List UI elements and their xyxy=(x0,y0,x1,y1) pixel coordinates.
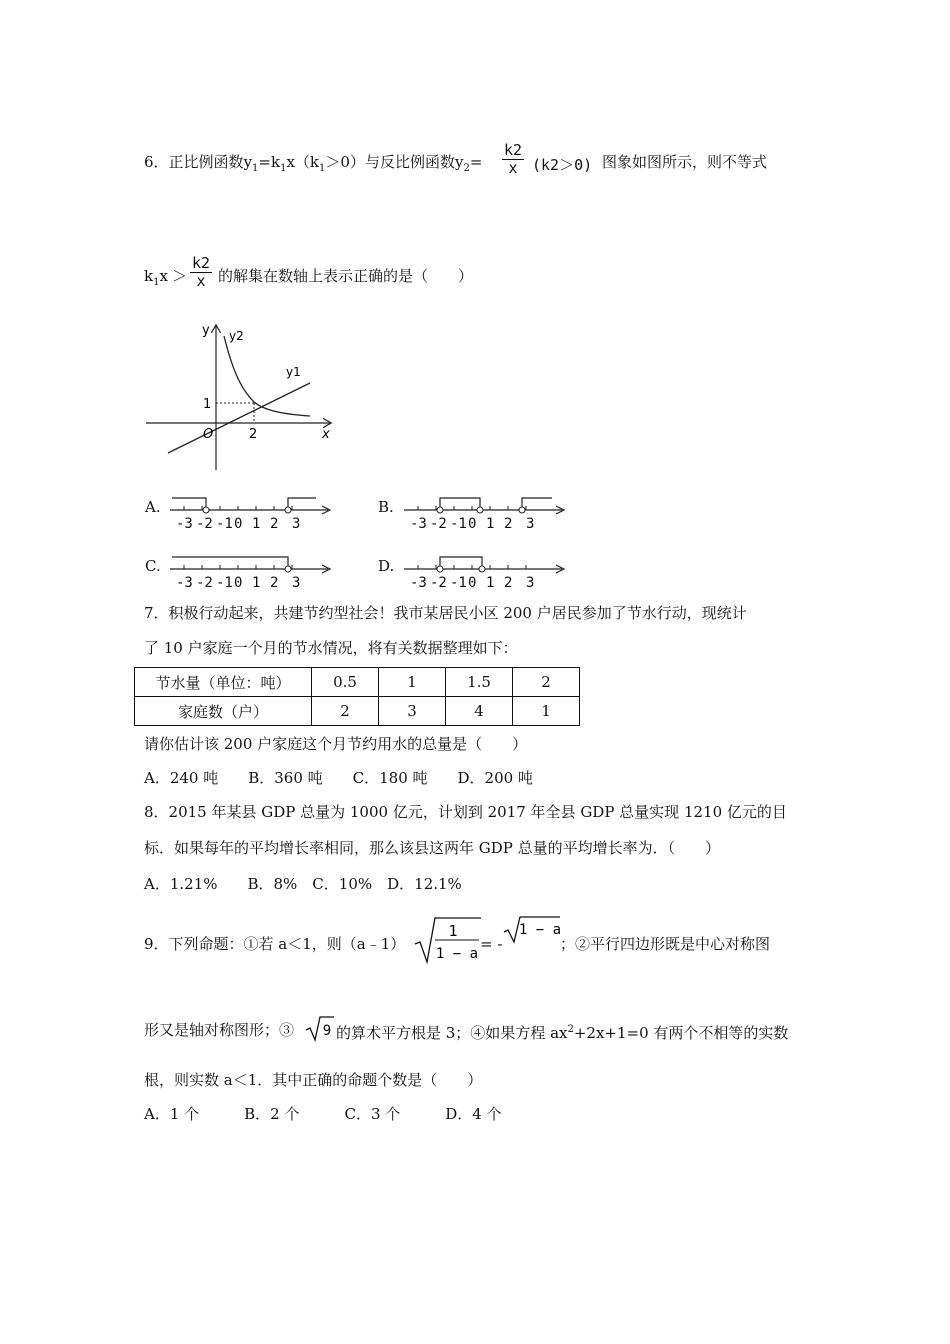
svg-text:-2: -2 xyxy=(196,516,213,532)
svg-text:2: 2 xyxy=(270,575,279,591)
svg-text:0: 0 xyxy=(234,575,243,591)
sqrt-nine xyxy=(304,1014,336,1042)
svg-text:1: 1 xyxy=(448,922,458,940)
svg-text:1: 1 xyxy=(486,575,495,591)
table-cell: 2 xyxy=(513,668,580,697)
svg-text:2: 2 xyxy=(504,516,513,532)
table-row xyxy=(135,697,580,726)
svg-text:1 − a: 1 − a xyxy=(435,946,479,962)
q6-line2-text: 的解集在数轴上表示正确的是（ ） xyxy=(218,267,474,285)
two-label: 2 xyxy=(249,427,258,442)
q7-data-table xyxy=(134,667,580,726)
svg-text:-3: -3 xyxy=(176,575,193,591)
q9-line2-start: 形又是轴对称图形；③ xyxy=(144,1021,295,1039)
svg-text:-2: -2 xyxy=(196,575,213,591)
svg-text:-1: -1 xyxy=(450,516,467,532)
y-label: y xyxy=(202,323,210,338)
q9-choices[interactable]: A．1 个 B．2 个 C．3 个 D．4 个 xyxy=(144,1105,502,1123)
y2-label: y2 xyxy=(229,329,244,343)
option-d-number-line[interactable] xyxy=(402,549,572,591)
svg-text:2: 2 xyxy=(270,516,279,532)
table-cell: 1 xyxy=(513,697,580,726)
svg-text:3: 3 xyxy=(526,575,535,591)
svg-text:-1: -1 xyxy=(216,516,233,532)
q6-line1-end: 图象如图所示，则不等式 xyxy=(602,153,768,171)
svg-text:1: 1 xyxy=(486,516,495,532)
svg-text:3: 3 xyxy=(292,516,301,532)
q7-line1: 7．积极行动起来，共建节约型社会！我市某居民小区 200 户居民参加了节水行动，现统计 xyxy=(144,604,747,622)
q6-line2-lhs: $k_1x$ xyxy=(144,267,168,288)
svg-text:-3: -3 xyxy=(410,516,427,532)
table-cell: 节水量（单位：吨） xyxy=(135,668,312,697)
q6-fraction: $\frac{k2}{x}$ xyxy=(504,141,523,177)
table-cell: 4 xyxy=(446,697,513,726)
svg-text:-2: -2 xyxy=(430,575,447,591)
q9-line1-end: ；②平行四边形既是中心对称图 xyxy=(560,935,771,953)
option-c-letter[interactable]: C. xyxy=(145,557,161,575)
table-cell: 3 xyxy=(379,697,446,726)
q8-line1: 8．2015 年某县 GDP 总量为 1000 亿元，计划到 2017 年全县 GDP 总量实现 1210 亿元的目 xyxy=(144,803,787,821)
svg-text:0: 0 xyxy=(234,516,243,532)
q6-gt: ＞ xyxy=(172,267,188,285)
svg-text:-3: -3 xyxy=(176,516,193,532)
svg-text:3: 3 xyxy=(292,575,301,591)
q7-choices[interactable]: A．240 吨 B．360 吨 C．180 吨 D．200 吨 xyxy=(144,769,533,787)
svg-text:9: 9 xyxy=(322,1023,332,1039)
q6-function-graph xyxy=(140,318,340,478)
svg-text:3: 3 xyxy=(526,516,535,532)
table-cell: 2 xyxy=(312,697,379,726)
option-a-letter[interactable]: A. xyxy=(145,498,161,516)
one-label: 1 xyxy=(203,397,212,412)
sqrt-fraction-expression xyxy=(413,914,483,966)
q7-line2: 了 10 户家庭一个月的节水情况，将有关数据整理如下： xyxy=(144,639,518,657)
q9-eq-neg: = - xyxy=(480,935,503,953)
origin-label: O xyxy=(203,427,214,442)
q6-fraction-2: $\frac{k2}{x}$ xyxy=(192,254,211,290)
q9-line3: 根，则实数 a＜1．其中正确的命题个数是（ ） xyxy=(144,1071,483,1089)
svg-text:1: 1 xyxy=(252,575,261,591)
svg-text:-3: -3 xyxy=(410,575,427,591)
q7-question: 请你估计该 200 户家庭这个月节约用水的总量是（ ） xyxy=(144,735,528,753)
svg-text:1 − a: 1 − a xyxy=(518,922,562,938)
q9-line2-mid: 的算术平方根是 3；④如果方程 $ax^2+2x+1=0$ 有两个不相等的实数 xyxy=(336,1024,789,1042)
q6-line1: 6．正比例函数$y_1=k_1x(k_1>0)$与反比例函数$y_2=$ xyxy=(144,153,483,174)
svg-text:0: 0 xyxy=(468,575,477,591)
sqrt-expression xyxy=(502,914,562,944)
q8-line2: 标．如果每年的平均增长率相同，那么该县这两年 GDP 总量的平均增长率为．（ ） xyxy=(144,839,721,857)
table-cell: 1.5 xyxy=(446,668,513,697)
svg-text:2: 2 xyxy=(504,575,513,591)
svg-text:0: 0 xyxy=(468,516,477,532)
q8-choices[interactable]: A．1.21% B．8% C．10% D．12.1% xyxy=(144,875,462,893)
table-cell: 家庭数（户） xyxy=(135,697,312,726)
option-b-number-line[interactable] xyxy=(402,490,572,532)
svg-text:-1: -1 xyxy=(216,575,233,591)
option-c-number-line[interactable] xyxy=(168,549,338,591)
svg-text:1: 1 xyxy=(252,516,261,532)
table-cell: 0.5 xyxy=(312,668,379,697)
table-row xyxy=(135,668,580,697)
q9-line1-start: 9．下列命题：①若 a＜1，则（a﹣1） xyxy=(144,935,406,953)
y1-label: y1 xyxy=(286,365,301,379)
option-b-letter[interactable]: B. xyxy=(378,498,394,516)
q6-k2-condition: (k2＞0) xyxy=(532,156,593,174)
svg-text:-2: -2 xyxy=(430,516,447,532)
table-cell: 1 xyxy=(379,668,446,697)
y1-line xyxy=(168,383,310,453)
option-a-number-line[interactable] xyxy=(168,490,338,532)
x-label: x xyxy=(322,427,330,442)
option-d-letter[interactable]: D. xyxy=(378,557,395,575)
svg-text:-1: -1 xyxy=(450,575,467,591)
